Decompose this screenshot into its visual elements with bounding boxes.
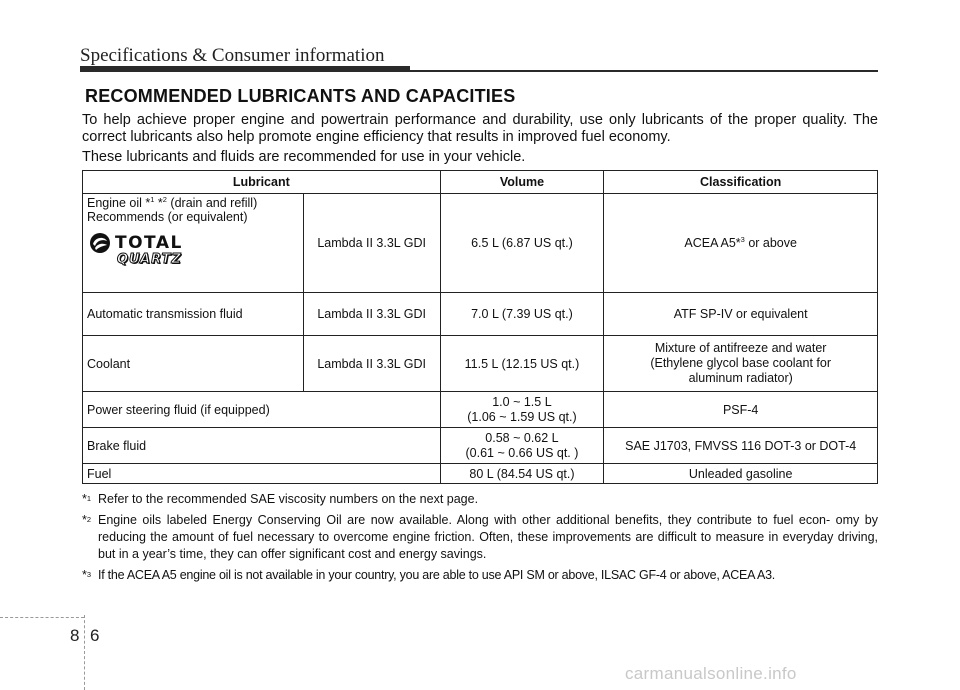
table-row-atf [83,293,878,336]
logo-word: TOTAL [115,233,183,253]
fuel-volume: 80 L (84.54 US qt.) [440,464,604,484]
table-row-brake [83,428,878,464]
table-header-row [83,171,878,194]
engine-oil-cell [83,194,304,293]
total-swirl-icon [89,232,111,254]
table-row-coolant [83,336,878,392]
section-title: RECOMMENDED LUBRICANTS AND CAPACITIES [85,86,516,106]
footnotes [82,491,878,588]
crop-line-horizontal [0,617,84,618]
atf-volume: 7.0 L (7.39 US qt.) [440,293,604,336]
header-bar-thick [80,66,410,72]
total-quartz-logo [89,232,299,267]
atf-name: Automatic transmission fluid [83,293,304,336]
logo-sub: QUARTZ [117,252,182,267]
engine-oil-engine: Lambda II 3.3L GDI [303,194,440,293]
coolant-engine: Lambda II 3.3L GDI [303,336,440,392]
intro-paragraph-2: These lubricants and fluids are recommended for use in your vehicle. [82,149,526,165]
atf-classification: ATF SP-IV or equivalent [604,293,878,336]
page-number: 6 [90,626,100,645]
brake-name: Brake fluid [83,428,441,464]
atf-engine: Lambda II 3.3L GDI [303,293,440,336]
power-steering-classification: PSF-4 [604,392,878,428]
coolant-volume: 11.5 L (12.15 US qt.) [440,336,604,392]
header-title: Specifications & Consumer information [80,45,385,66]
table-row-power-steering [83,392,878,428]
header-volume: Volume [440,171,604,194]
engine-oil-recommends: Recommends (or equivalent) [87,210,248,224]
brake-volume: 0.58 ~ 0.62 L (0.61 ~ 0.66 US qt. ) [440,428,604,464]
fuel-name: Fuel [83,464,441,484]
fuel-classification: Unleaded gasoline [604,464,878,484]
engine-oil-classification: ACEA A5*$^3$ or above [604,194,878,293]
table-row-fuel [83,464,878,484]
engine-oil-label: Engine oil *$^1$ *$^2$ (drain and refill) [87,195,258,210]
footnote-3: *$^3$ If the ACEA A5 engine oil is not available in your country, you are able to use API SM or above, ILSAC GF-4 or above, ACEA A3. [82,568,776,582]
footnote-2: *$^2$ Engine oils labeled Energy Conserving Oil are now available. Along with other additional benefits, they contribute to fuel econ- omy by reducing the amount of fuel necessary to overcome engine friction. Often, these improvements are difficult to measure in everyday driving, but in a year’s time, they can offer significant cost and energy savings. [82,513,878,561]
power-steering-volume: 1.0 ~ 1.5 L (1.06 ~ 1.59 US qt.) [440,392,604,428]
footnote-1: *$^1$ Refer to the recommended SAE viscosity numbers on the next page. [82,492,479,506]
page-chapter-number: 8 [70,626,80,645]
lubricants-table [82,170,878,484]
coolant-name: Coolant [83,336,304,392]
crop-line-vertical [84,615,85,690]
power-steering-name: Power steering fluid (if equipped) [83,392,441,428]
watermark: carmanualsonline.info [625,664,797,683]
header-bar-thin [410,70,878,72]
coolant-classification: Mixture of antifreeze and water (Ethylene glycol base coolant for aluminum radiator) [604,336,878,392]
table-row-engine-oil [83,194,878,293]
engine-oil-volume: 6.5 L (6.87 US qt.) [440,194,604,293]
intro-paragraph: To help achieve proper engine and powertrain performance and durability, use only lubricants of the proper quality. The correct lubricants also help promote engine efficiency that results in improved fuel economy. [82,112,878,145]
brake-classification: SAE J1703, FMVSS 116 DOT-3 or DOT-4 [604,428,878,464]
header-lubricant: Lubricant [83,171,441,194]
header-classification: Classification [604,171,878,194]
